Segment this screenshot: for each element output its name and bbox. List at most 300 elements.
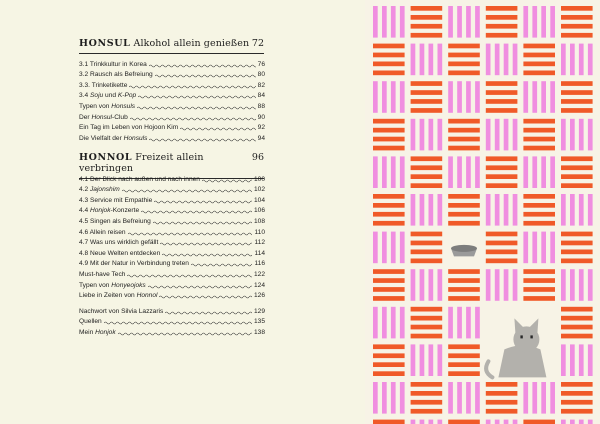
pink-stripe [504, 420, 509, 424]
pink-stripe [523, 232, 528, 264]
pink-stripe [411, 119, 416, 151]
orange-stripe [561, 174, 593, 179]
section-page-number: 72 [251, 38, 264, 49]
orange-stripe [373, 221, 405, 226]
orange-stripe [411, 108, 443, 113]
orange-stripe [523, 44, 555, 49]
toc-entry-page: 90 [257, 113, 265, 121]
orange-stripe [411, 15, 443, 20]
pink-stripe [411, 344, 416, 376]
orange-stripe [523, 296, 555, 301]
pink-stripe [400, 6, 405, 38]
orange-stripe [373, 137, 405, 142]
pink-stripe [448, 307, 453, 339]
pink-stripe [588, 344, 593, 376]
pink-stripe [532, 6, 537, 38]
toc-entry [79, 58, 265, 69]
wavy-leader-line [149, 138, 255, 142]
wavy-leader-line [149, 64, 256, 68]
pink-stripe [400, 232, 405, 264]
pink-stripe [588, 119, 593, 151]
orange-stripe [561, 24, 593, 29]
toc-entry [79, 194, 265, 205]
pink-stripe [588, 420, 593, 424]
orange-stripe [411, 90, 443, 95]
orange-stripe [448, 296, 480, 301]
section-title: HONSUL Alkohol allein genießen [79, 38, 250, 49]
pink-stripe [438, 119, 443, 151]
pink-stripe [411, 44, 416, 76]
orange-stripe [486, 156, 518, 161]
pink-stripe [561, 194, 566, 226]
orange-stripe [448, 344, 480, 349]
toc-entry [79, 258, 265, 269]
toc-entry [79, 90, 265, 101]
toc-entry [79, 226, 265, 237]
toc-entry-page: 102 [253, 186, 265, 194]
orange-stripe [411, 241, 443, 246]
wavy-leader-line [127, 274, 252, 278]
pink-stripe [429, 269, 434, 301]
pink-stripe [420, 194, 425, 226]
pink-stripe [570, 344, 575, 376]
orange-stripe [561, 316, 593, 321]
pink-stripe [513, 420, 518, 424]
orange-stripe [486, 15, 518, 20]
wavy-leader-line [165, 311, 252, 315]
orange-stripe [411, 250, 443, 255]
toc-entry-label: 3.1 Trinkkultur in Korea [79, 60, 147, 68]
orange-stripe [448, 212, 480, 217]
pink-stripe [486, 420, 491, 424]
pink-stripe [570, 119, 575, 151]
toc-entry [79, 69, 265, 80]
orange-stripe [561, 81, 593, 86]
pink-stripe [391, 156, 396, 188]
pink-stripe [429, 119, 434, 151]
toc-entry [79, 215, 265, 226]
orange-stripe [448, 53, 480, 58]
toc-entry [79, 316, 265, 327]
pink-stripe [513, 119, 518, 151]
pink-stripe [420, 44, 425, 76]
pink-stripe [457, 156, 462, 188]
pink-stripe [382, 307, 387, 339]
pink-stripe [466, 156, 471, 188]
orange-stripe [523, 146, 555, 151]
orange-stripe [561, 108, 593, 113]
orange-stripe [411, 156, 443, 161]
orange-stripe [448, 269, 480, 274]
pink-stripe [448, 6, 453, 38]
pink-stripe [579, 420, 584, 424]
toc-entry-page: 82 [257, 81, 265, 89]
orange-stripe [411, 232, 443, 237]
orange-stripe [411, 391, 443, 396]
pink-stripe [400, 382, 405, 414]
pink-stripe [429, 44, 434, 76]
pink-stripe [373, 6, 378, 38]
orange-stripe [561, 259, 593, 264]
food-bowl-icon [451, 245, 477, 257]
orange-stripe [523, 137, 555, 142]
toc-entry-page: 114 [254, 249, 265, 257]
orange-stripe [523, 53, 555, 58]
pink-stripe [588, 194, 593, 226]
orange-stripe [561, 325, 593, 330]
toc-entry [79, 173, 265, 184]
pink-stripe [400, 156, 405, 188]
orange-stripe [561, 241, 593, 246]
pink-stripe [382, 6, 387, 38]
orange-stripe [411, 81, 443, 86]
orange-stripe [373, 146, 405, 151]
toc-entry-label: 4.5 Singen als Befreiung [79, 217, 151, 225]
orange-stripe [561, 15, 593, 20]
pink-stripe [373, 81, 378, 113]
orange-stripe [373, 203, 405, 208]
pink-stripe [438, 344, 443, 376]
orange-stripe [486, 382, 518, 387]
orange-stripe [448, 62, 480, 67]
pink-stripe [523, 382, 528, 414]
pink-stripe [373, 156, 378, 188]
pink-stripe [532, 81, 537, 113]
toc-entry [79, 237, 265, 248]
toc-entry-page: 84 [257, 92, 265, 100]
toc-entry [79, 111, 265, 122]
wavy-leader-line [128, 232, 253, 236]
pink-stripe [550, 6, 555, 38]
pink-stripe [486, 269, 491, 301]
toc-entry-page: 138 [253, 328, 265, 336]
orange-stripe [523, 420, 555, 424]
orange-stripe [373, 278, 405, 283]
toc-entry [79, 79, 265, 90]
orange-stripe [373, 353, 405, 358]
orange-stripe [486, 241, 518, 246]
orange-stripe [373, 53, 405, 58]
toc-entry-label: Typen von Honsuls [79, 102, 136, 110]
orange-stripe [373, 296, 405, 301]
pink-stripe [466, 81, 471, 113]
wavy-leader-line [154, 200, 252, 204]
orange-stripe [448, 353, 480, 358]
orange-stripe [561, 334, 593, 339]
orange-stripe [561, 90, 593, 95]
pink-stripe [475, 307, 480, 339]
pink-stripe [420, 344, 425, 376]
section-heading-honsul [79, 38, 264, 54]
toc-entry [79, 132, 265, 143]
orange-stripe [486, 99, 518, 104]
orange-stripe [448, 128, 480, 133]
orange-stripe [448, 71, 480, 76]
orange-stripe [411, 409, 443, 414]
pink-stripe [448, 382, 453, 414]
orange-stripe [448, 137, 480, 142]
toc-entry-page: 76 [257, 60, 265, 68]
toc-entry [79, 305, 265, 316]
toc-entry-page: 116 [254, 260, 265, 268]
orange-stripe [486, 232, 518, 237]
wavy-leader-line [191, 263, 253, 267]
pink-stripe [373, 232, 378, 264]
pink-stripe [466, 307, 471, 339]
pink-stripe [475, 382, 480, 414]
pink-stripe [495, 44, 500, 76]
orange-stripe [448, 221, 480, 226]
toc-entry [79, 326, 265, 337]
toc-entry-page: 94 [257, 134, 265, 142]
wavy-leader-line [202, 179, 252, 183]
orange-stripe [486, 165, 518, 170]
orange-stripe [411, 334, 443, 339]
pink-stripe [541, 6, 546, 38]
orange-stripe [448, 44, 480, 49]
toc-entry-page: 100 [253, 175, 265, 183]
pink-stripe [420, 119, 425, 151]
toc-entry-page: 88 [257, 102, 265, 110]
orange-stripe [448, 194, 480, 199]
orange-stripe [373, 371, 405, 376]
pink-stripe [588, 44, 593, 76]
pink-stripe [373, 382, 378, 414]
pink-stripe [438, 420, 443, 424]
toc-entry-label: Quellen [79, 318, 102, 326]
orange-stripe [411, 316, 443, 321]
toc-entry-label: 4.7 Was uns wirklich gefällt [79, 239, 159, 247]
orange-stripe [486, 90, 518, 95]
toc-entry-label: Die Vielfalt der Honsuls [79, 134, 148, 142]
toc-entry [79, 268, 265, 279]
toc-entry-label: 3.2 Rausch als Befreiung [79, 71, 153, 79]
pink-stripe [438, 269, 443, 301]
wavy-leader-line [153, 221, 252, 225]
toc-entry-label: 3.4 Soju und K-Pop [79, 92, 137, 100]
orange-stripe [373, 128, 405, 133]
pink-stripe [429, 420, 434, 424]
orange-stripe [523, 203, 555, 208]
pink-stripe [579, 344, 584, 376]
pink-stripe [532, 156, 537, 188]
orange-stripe [373, 344, 405, 349]
orange-stripe [486, 33, 518, 38]
pink-stripe [391, 232, 396, 264]
orange-stripe [411, 24, 443, 29]
pink-stripe [532, 232, 537, 264]
orange-stripe [486, 183, 518, 188]
pink-stripe [561, 119, 566, 151]
pink-stripe [579, 194, 584, 226]
wavy-leader-line [159, 295, 252, 299]
pink-stripe [391, 307, 396, 339]
pink-stripe [541, 232, 546, 264]
toc-entry [79, 290, 265, 301]
toc-entry [79, 122, 265, 133]
wavy-leader-line [130, 117, 256, 121]
wavy-leader-line [160, 242, 252, 246]
wavy-leader-line [138, 95, 255, 99]
wavy-leader-line [155, 74, 256, 78]
orange-stripe [448, 362, 480, 367]
toc-entry [79, 100, 265, 111]
orange-stripe [411, 259, 443, 264]
toc-entry-page: 106 [253, 207, 265, 215]
toc-entry-page: 122 [253, 270, 265, 278]
wavy-leader-line [129, 85, 255, 89]
pink-stripe [495, 194, 500, 226]
pink-stripe [400, 81, 405, 113]
pink-stripe [466, 6, 471, 38]
orange-stripe [561, 183, 593, 188]
toc-entry-label: Liebe in Zeiten von Honnol [79, 292, 158, 300]
pink-stripe [382, 232, 387, 264]
pink-stripe [457, 81, 462, 113]
toc-entry-label: 4.8 Neue Welten entdecken [79, 249, 161, 257]
orange-stripe [411, 400, 443, 405]
toc-entry-page: 129 [253, 307, 265, 315]
orange-stripe [486, 409, 518, 414]
pink-stripe [486, 119, 491, 151]
pink-stripe [541, 81, 546, 113]
wavy-leader-line [141, 210, 252, 214]
orange-stripe [561, 250, 593, 255]
pink-stripe [486, 44, 491, 76]
pink-stripe [579, 44, 584, 76]
orange-stripe [411, 174, 443, 179]
orange-stripe [523, 287, 555, 292]
orange-stripe [486, 81, 518, 86]
toc-entry-label: 4.6 Allein reisen [79, 228, 126, 236]
pink-stripe [504, 44, 509, 76]
pink-stripe [541, 382, 546, 414]
pink-stripe [579, 119, 584, 151]
orange-stripe [486, 24, 518, 29]
pink-stripe [561, 344, 566, 376]
toc-entry-page: 80 [257, 71, 265, 79]
orange-stripe [486, 400, 518, 405]
pink-stripe [561, 420, 566, 424]
toc-entry [79, 184, 265, 195]
orange-stripe [411, 307, 443, 312]
pink-stripe [420, 420, 425, 424]
orange-stripe [448, 146, 480, 151]
pink-stripe [391, 6, 396, 38]
orange-stripe [411, 183, 443, 188]
toc-entry-page: 112 [254, 239, 265, 247]
pink-stripe [400, 307, 405, 339]
orange-stripe [486, 108, 518, 113]
toc-list-honsul [79, 58, 265, 143]
pink-stripe [457, 382, 462, 414]
pink-stripe [504, 269, 509, 301]
orange-stripe [523, 194, 555, 199]
toc-entry-label: 4.2 Jajonshim [79, 186, 120, 194]
pink-stripe [448, 156, 453, 188]
orange-stripe [373, 420, 405, 424]
orange-stripe [486, 174, 518, 179]
pink-stripe [550, 232, 555, 264]
pink-stripe [475, 81, 480, 113]
orange-stripe [373, 269, 405, 274]
pink-stripe [513, 194, 518, 226]
orange-stripe [448, 287, 480, 292]
pink-stripe [513, 269, 518, 301]
toc-entry-label: 4.3 Service mit Empathie [79, 196, 153, 204]
toc-entry-label: Ein Tag im Leben von Hojoon Kim [79, 124, 179, 132]
pink-stripe [373, 307, 378, 339]
pink-stripe [448, 81, 453, 113]
toc-entry [79, 205, 265, 216]
orange-stripe [561, 165, 593, 170]
orange-stripe [448, 420, 480, 424]
toc-entry-page: 92 [257, 124, 265, 132]
orange-stripe [561, 307, 593, 312]
wavy-leader-line [104, 321, 252, 325]
pink-stripe [504, 194, 509, 226]
pink-stripe [504, 119, 509, 151]
pink-stripe [523, 6, 528, 38]
pink-stripe [382, 81, 387, 113]
pink-stripe [475, 6, 480, 38]
pink-stripe [438, 44, 443, 76]
orange-stripe [523, 278, 555, 283]
pink-stripe [457, 307, 462, 339]
pink-stripe [513, 44, 518, 76]
orange-stripe [411, 99, 443, 104]
pink-stripe [429, 344, 434, 376]
orange-stripe [486, 250, 518, 255]
orange-stripe [373, 62, 405, 67]
toc-entry-label: 4.1 Der Blick nach außen und nach innen [79, 175, 200, 183]
pink-stripe [486, 194, 491, 226]
stripe-pattern [365, 0, 600, 424]
orange-stripe [486, 259, 518, 264]
orange-stripe [523, 119, 555, 124]
orange-stripe [561, 6, 593, 11]
toc-entry [79, 279, 265, 290]
pink-stripe [541, 156, 546, 188]
orange-stripe [561, 382, 593, 387]
toc-entry-label: 4.4 Honjok-Konzerte [79, 207, 140, 215]
pink-stripe [495, 420, 500, 424]
pink-stripe [550, 382, 555, 414]
pink-stripe [382, 156, 387, 188]
section-page-number: 96 [251, 152, 264, 163]
orange-stripe [448, 278, 480, 283]
wavy-leader-line [118, 332, 252, 336]
orange-stripe [411, 165, 443, 170]
orange-stripe [373, 119, 405, 124]
pink-stripe [550, 156, 555, 188]
orange-stripe [373, 212, 405, 217]
toc-entry-page: 104 [253, 196, 265, 204]
orange-stripe [561, 156, 593, 161]
orange-stripe [561, 409, 593, 414]
pink-stripe [391, 81, 396, 113]
toc-entry-label: 3.3. Trinketikette [79, 81, 128, 89]
pink-stripe [561, 44, 566, 76]
toc-entry-page: 126 [253, 292, 265, 300]
orange-stripe [523, 269, 555, 274]
pink-stripe [411, 194, 416, 226]
pink-stripe [475, 156, 480, 188]
wavy-leader-line [122, 189, 252, 193]
pink-stripe [457, 6, 462, 38]
pink-stripe [391, 382, 396, 414]
pink-stripe [570, 269, 575, 301]
